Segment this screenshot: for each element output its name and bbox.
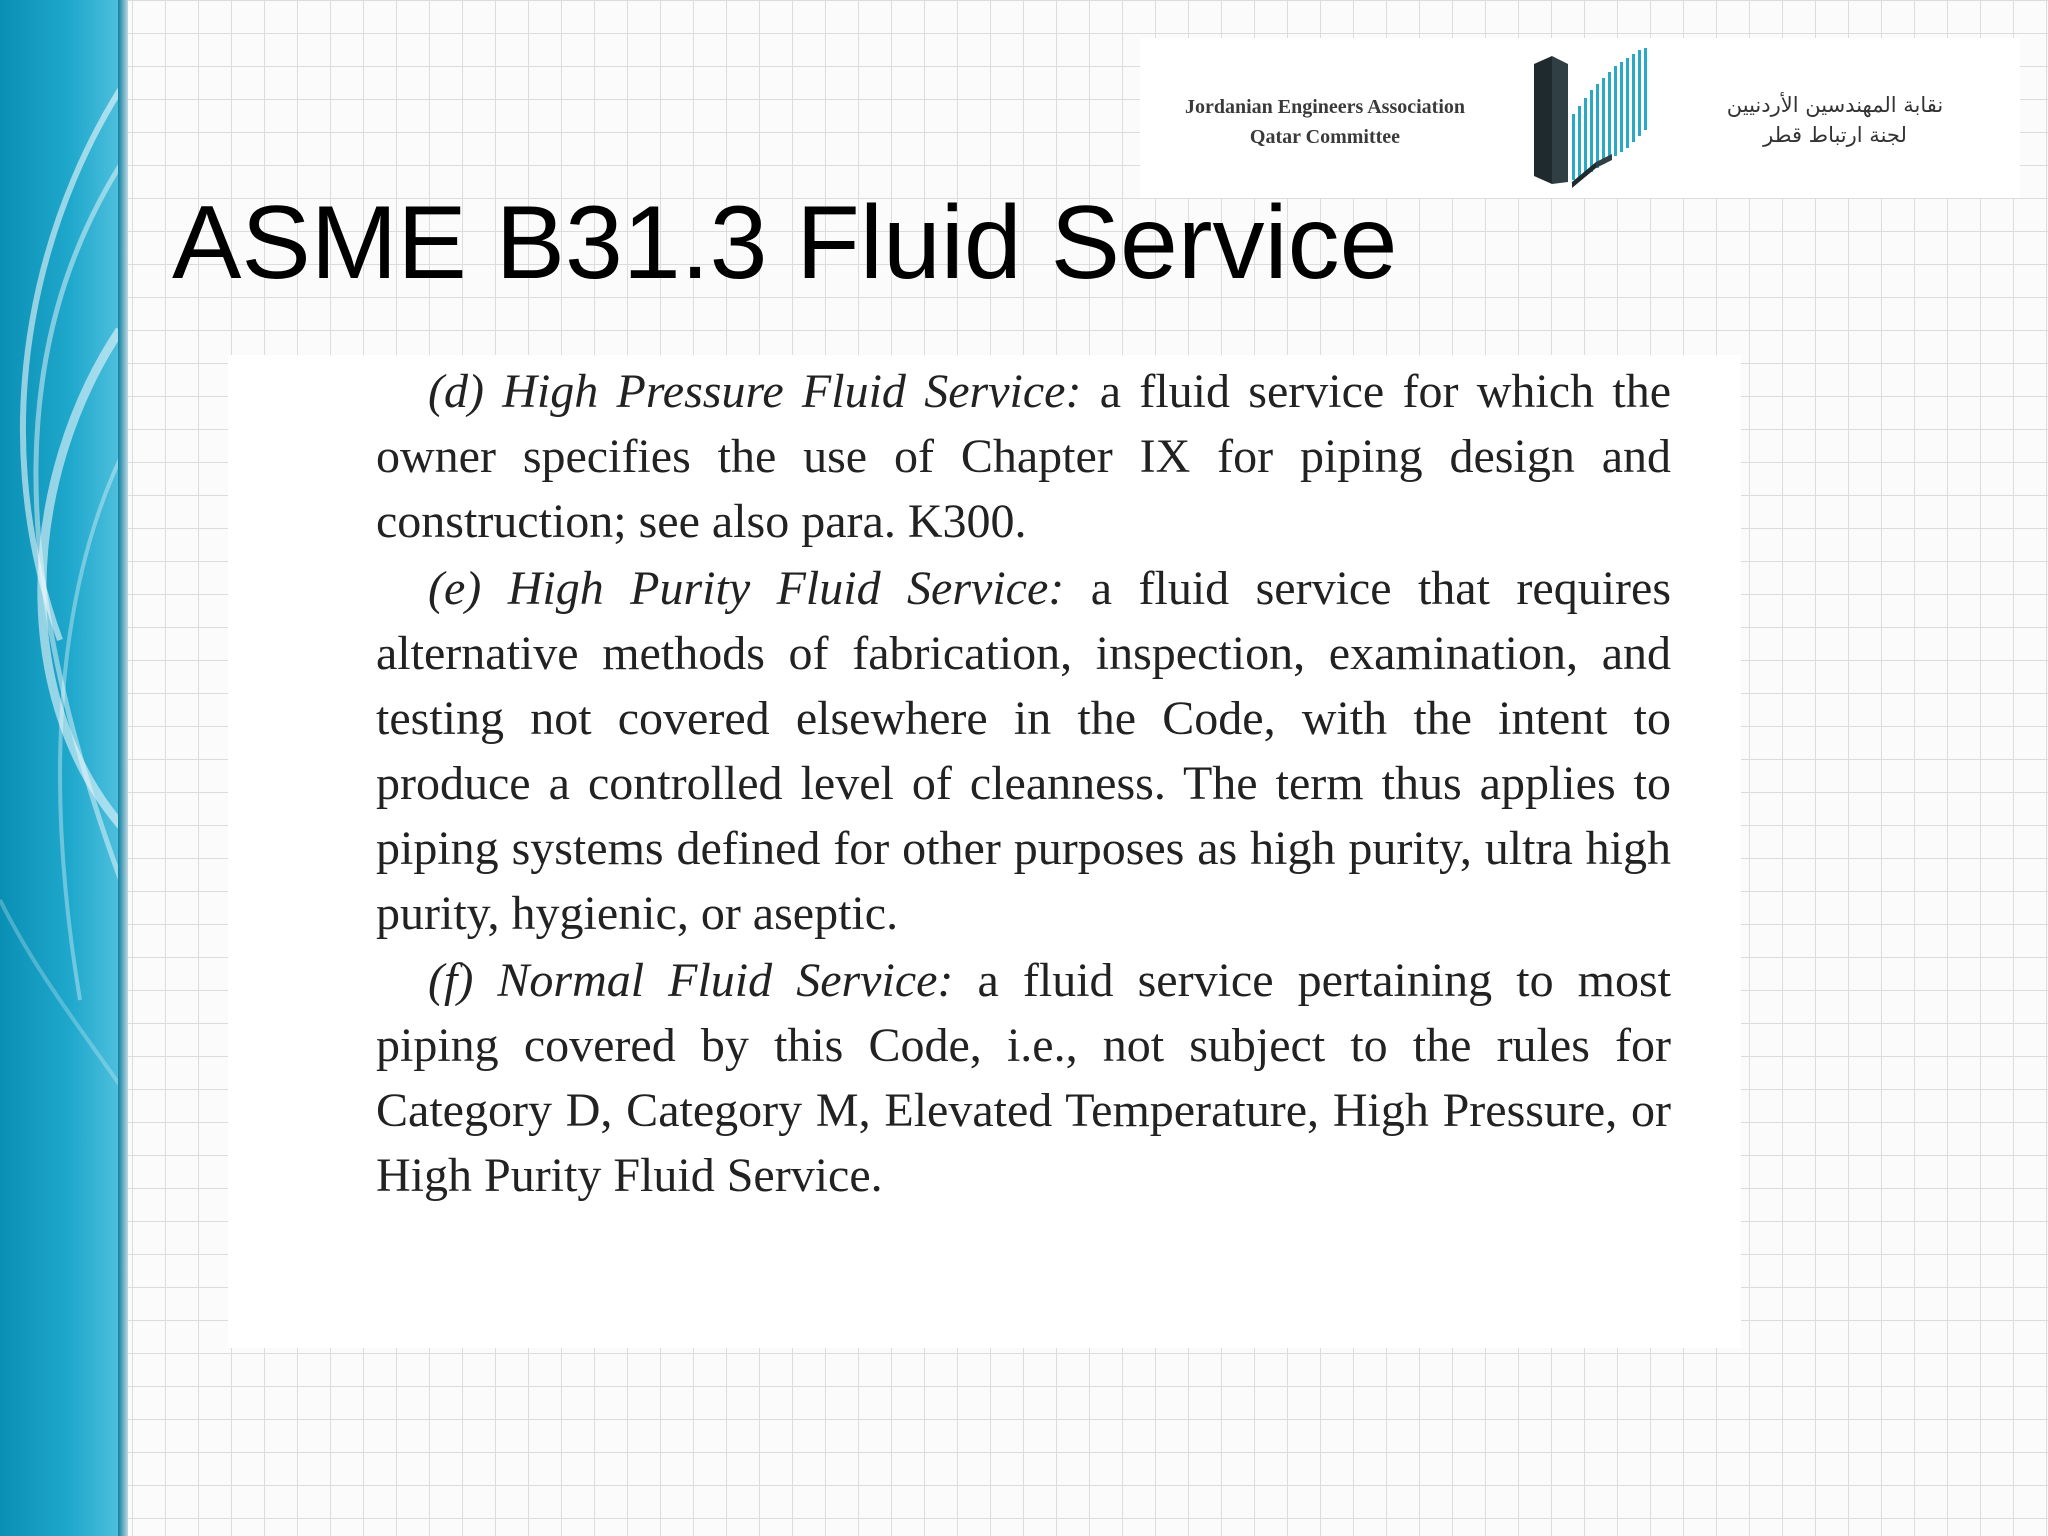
logo-english-text [1150,92,1500,152]
paragraph-high-purity [376,556,1671,946]
code-excerpt-image [228,355,1741,1348]
term-high-purity: (e) High Purity Fluid Service: [428,562,1065,615]
definition-high-pressure: a fluid service for which the owner specifies the use of Chapter IX for piping design and construction; see also para. K300. [376,365,1672,548]
organization-logo [1140,38,2020,198]
definition-high-purity: a fluid service that requires alternative methods of fabrication, inspection, examination, and testing not covered elsewhere in the Code, with the intent to produce a controlled level of cleanness. The term thus applies to piping systems defined for other purposes as high purity, ultra high purity, hygienic, or aseptic. [376,562,1671,940]
logo-mark-icon [1512,44,1662,189]
slide-title: ASME B31.3 Fluid Service [172,185,1398,301]
term-high-pressure: (d) High Pressure Fluid Service: [428,365,1082,418]
logo-english-line1: Jordanian Engineers Association [1184,96,1466,118]
sidebar-edge [118,0,128,1536]
excerpt-text [376,359,1671,1210]
logo-english-line2: Qatar Committee [1249,126,1401,148]
logo-arabic-text [1670,90,2000,150]
logo-arabic-line1: نقابة المهندسين الأردنيين [1726,93,1944,117]
paragraph-high-pressure [376,359,1671,554]
decorative-sidebar [0,0,128,1536]
definition-normal: a fluid service pertaining to most piping covered by this Code, i.e., not subject to the rules for Category D, Category M, Elevated Temperature, High Pressure, or High Purity Fluid Service. [376,954,1672,1202]
term-normal: (f) Normal Fluid Service: [428,954,954,1007]
logo-arabic-line2: لجنة ارتباط قطر [1763,123,1907,147]
sidebar-swirl-graphic [0,0,128,1536]
paragraph-normal [376,948,1671,1208]
